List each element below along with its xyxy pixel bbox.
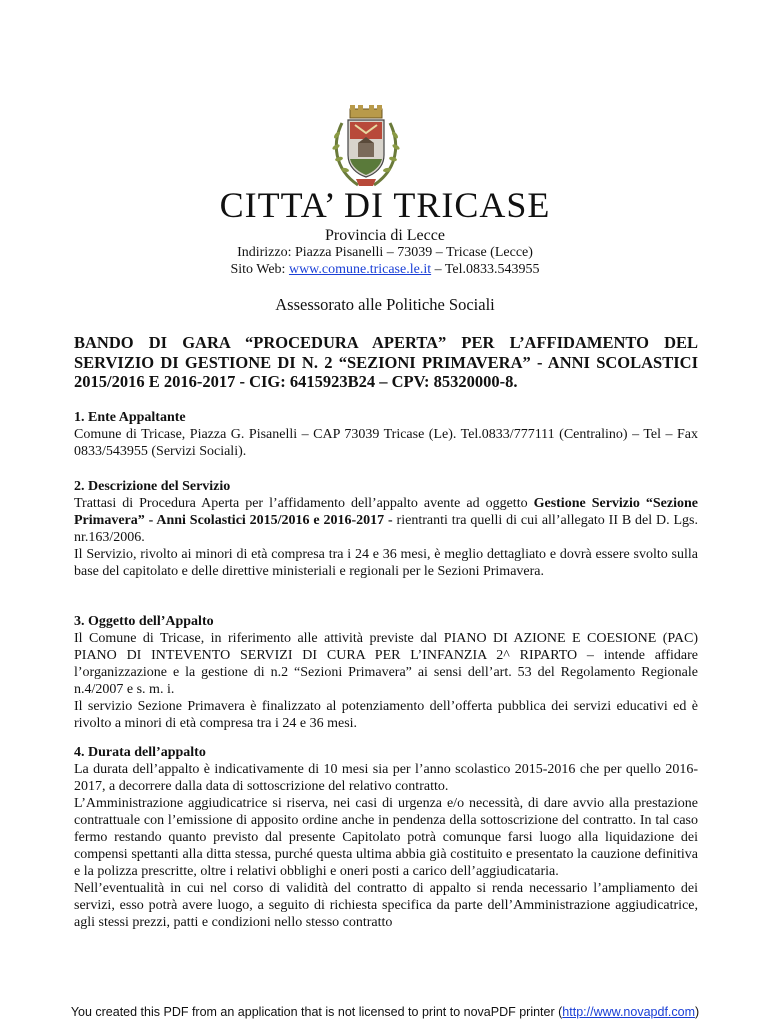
- section-contracting-authority: [74, 409, 698, 460]
- province-label: Provincia di Lecce: [325, 227, 445, 244]
- section-heading: 1. Ente Appaltante: [74, 410, 186, 425]
- section-paragraph: Il servizio Sezione Primavera è finalizzato al potenziamento dell’offerta pubblica dei servizi educativi ed è rivolto a minori di età compresa tra i 24 e 36 mesi.: [74, 699, 698, 731]
- paragraph-bold-text: Gestione Servizio “Sezione Primavera” - Anni Scolastici 2015/2016 e 2016-2017 -: [74, 496, 698, 528]
- phone-suffix: – Tel.0833.543955: [431, 262, 540, 277]
- address-line: Indirizzo: Piazza Pisanelli – 73039 – Tricase (Lecce): [237, 245, 533, 260]
- website-prefix: Sito Web:: [230, 262, 289, 277]
- section-paragraph: Comune di Tricase, Piazza G. Pisanelli – CAP 73039 Tricase (Le). Tel.0833/777111 (Centralino) – Tel – Fax 0833/543955 (Servizi Sociali).: [74, 427, 698, 459]
- paragraph-text: Trattasi di Procedura Aperta per l’affidamento dell’appalto avente ad oggetto: [74, 496, 534, 511]
- section-paragraph: [74, 495, 698, 546]
- section-paragraph: La durata dell’appalto è indicativamente di 10 mesi sia per l’anno scolastico 2015-2016 che per quello 2016-2017, a decorrere dalla data di sottoscrizione del relativo contratto.: [74, 762, 698, 794]
- coat-of-arms-icon: [328, 103, 404, 189]
- section-paragraph: Nell’eventualità in cui nel corso di validità del contratto di appalto si renda necessario l’ampliamento dei servizi, esso potrà avere luogo, a seguito di richiesta specifica da parte dell’Amministrazione aggiudicatrice, agli stessi prezzi, patti e condizioni nello stesso contratto: [74, 881, 698, 930]
- paragraph-text: rientranti tra quelli di cui all’allegato II B del D. Lgs. nr.163/2006.: [74, 513, 698, 545]
- section-paragraph: Il Comune di Tricase, in riferimento alle attività previste dal PIANO DI AZIONE E COESIONE (PAC) PIANO DI INTEVENTO SERVIZI DI CURA PER L’INFANZIA 2^ RIPARTO – intende affidare l’organizzazione e la gestione di n.2 “Sezioni Primavera” ai sensi dell’art. 53 del Regolamento Regionale n.4/2007 e s. m. i.: [74, 631, 698, 697]
- footer-text: You created this PDF from an application that is not licensed to print to novaPDF printer (: [70, 1005, 563, 1019]
- section-heading: 4. Durata dell’appalto: [74, 745, 206, 760]
- footer-close: ): [695, 1005, 700, 1019]
- website-link[interactable]: www.comune.tricase.le.it: [288, 262, 432, 277]
- website-line: [0, 262, 770, 278]
- footer-link[interactable]: http://www.novapdf.com: [562, 1005, 695, 1019]
- department-label: Assessorato alle Politiche Sociali: [275, 295, 495, 314]
- city-title: CITTA’ DI TRICASE: [219, 185, 551, 225]
- section-service-description: [74, 478, 698, 580]
- section-contract-object: [74, 613, 698, 732]
- section-heading: 2. Descrizione del Servizio: [74, 479, 231, 494]
- section-paragraph: Il Servizio, rivolto ai minori di età compresa tra i 24 e 36 mesi, è meglio dettagliato e dovrà essere svolto sulla base del capitolato e delle direttive ministeriali e regionali per le Sezioni Primavera.: [74, 547, 698, 579]
- tender-title: BANDO DI GARA “PROCEDURA APERTA” PER L’AFFIDAMENTO DEL SERVIZIO DI GESTIONE DI N. 2 “SEZIONI PRIMAVERA” - ANNI SCOLASTICI 2015/2016 E 2016-2017 - CIG: 6415923B24 – CPV: 85320000-8.: [74, 333, 698, 391]
- section-heading: 3. Oggetto dell’Appalto: [74, 614, 214, 629]
- pdf-license-footer: [0, 1005, 770, 1019]
- section-contract-duration: [74, 744, 698, 931]
- section-paragraph: L’Amministrazione aggiudicatrice si riserva, nei casi di urgenza e/o necessità, di dare avvio alla prestazione contrattuale con l’emissione di apposito ordine anche in pendenza della sottoscrizione del contratto. In tal caso fermo restando quanto previsto dal presente Capitolato potrà comunque farsi luogo alla liquidazione dei compensi spettanti alla ditta stessa, purché questa ultima abbia già costituito e presentato la cauzione definitiva e la polizza prescritte, oltre i relativi obblighi e oneri posti a carico dell’aggiudicataria.: [74, 796, 698, 879]
